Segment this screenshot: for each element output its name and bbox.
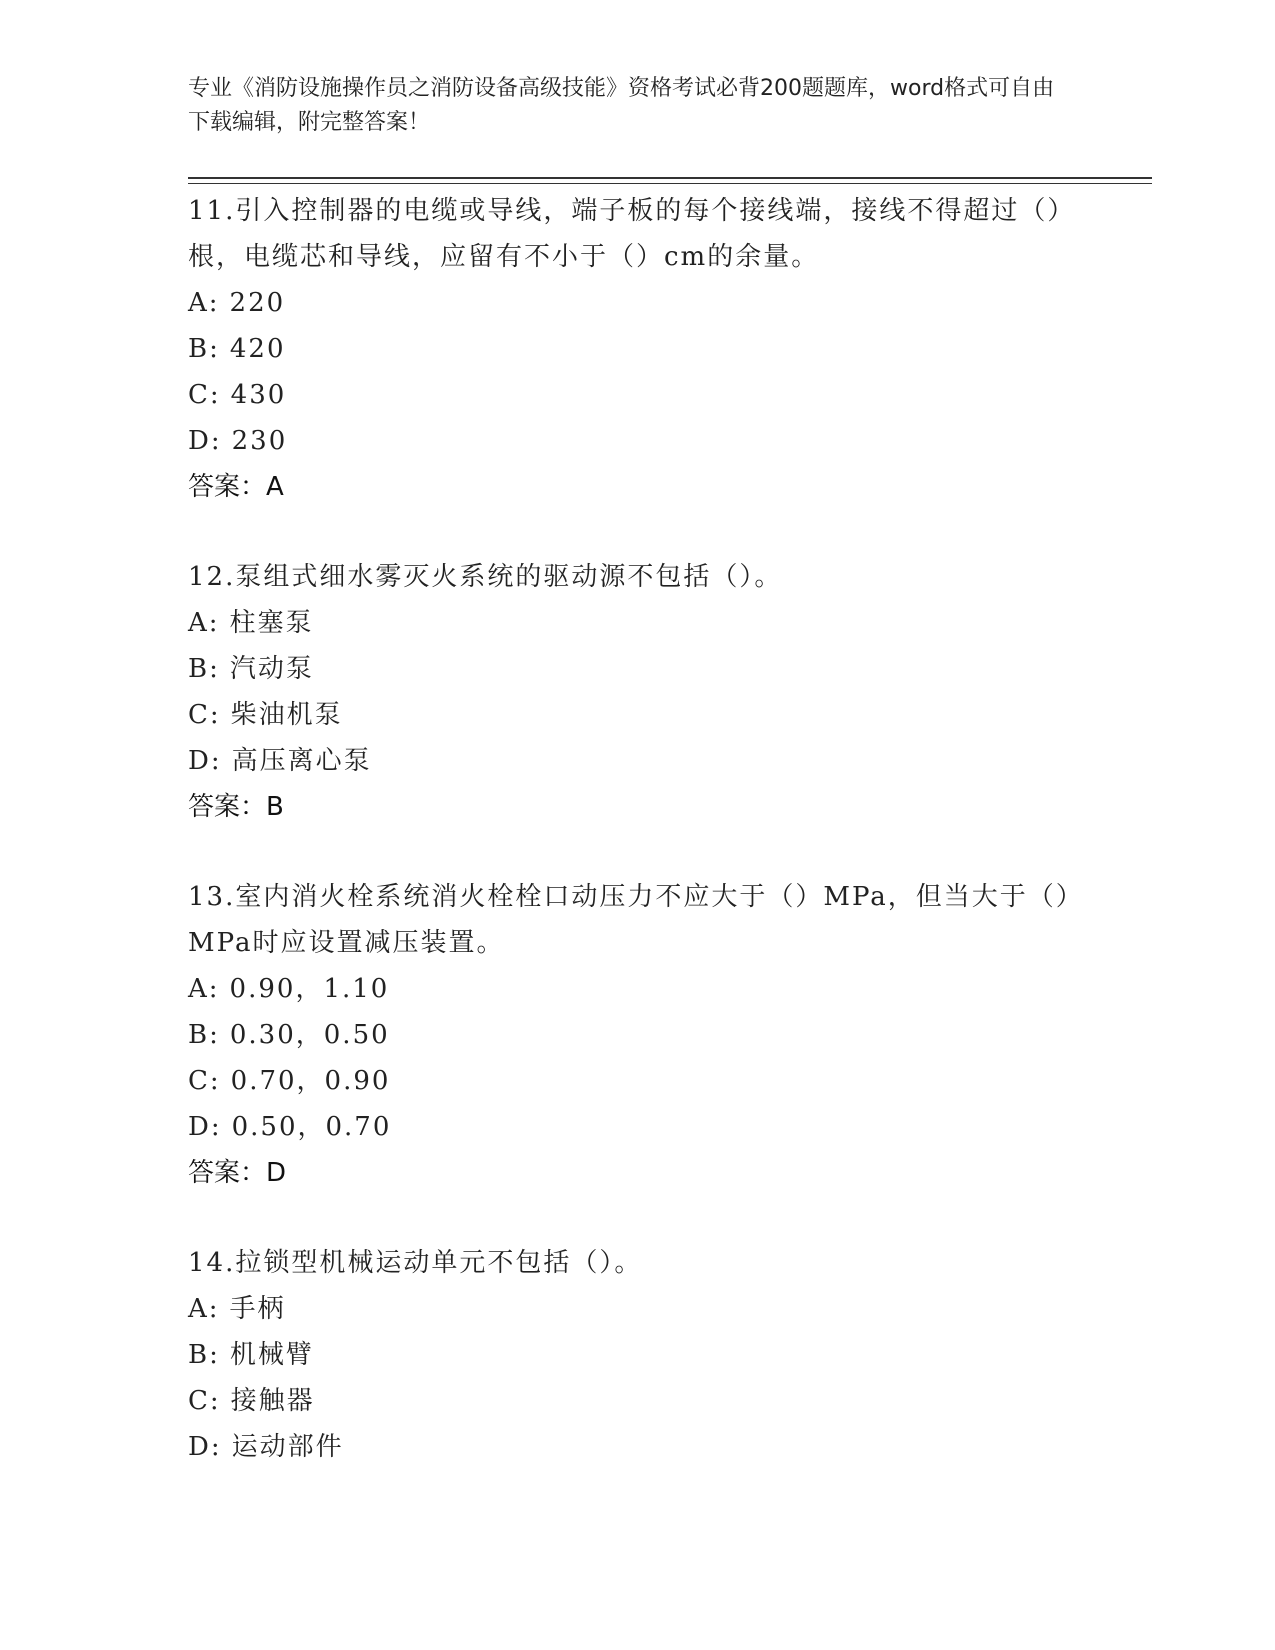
question-stem: 13.室内消火栓系统消火栓栓口动压力不应大于（）MPa，但当大于（）MPa时应设置减压装置。 <box>188 882 1071 958</box>
option-text: 430 <box>230 380 287 410</box>
option-key: C: <box>188 380 221 410</box>
option-d <box>188 418 1088 464</box>
option-text: 220 <box>229 288 286 318</box>
option-key: D: <box>188 426 222 456</box>
option-c <box>188 1058 1088 1104</box>
option-text: 汽动泵 <box>229 654 314 684</box>
option-key: C: <box>188 1386 221 1416</box>
option-key: C: <box>188 700 221 730</box>
option-key: B: <box>188 334 220 364</box>
option-key: B: <box>188 1340 220 1370</box>
option-text: 接触器 <box>230 1386 315 1416</box>
question-stem: 14.拉锁型机械运动单元不包括（）。 <box>188 1248 643 1278</box>
option-b <box>188 646 1088 692</box>
option-key: D: <box>188 746 222 776</box>
option-key: B: <box>188 654 220 684</box>
option-key: A: <box>188 608 220 638</box>
option-d <box>188 1424 1088 1470</box>
answer: 答案：B <box>188 792 284 822</box>
option-key: A: <box>188 288 220 318</box>
option-text: 0.70，0.90 <box>230 1066 391 1096</box>
option-a <box>188 1286 1088 1332</box>
question-14 <box>188 1240 1088 1470</box>
option-key: B: <box>188 1020 220 1050</box>
option-key: D: <box>188 1112 222 1142</box>
header-divider-thick <box>188 177 1152 179</box>
option-c <box>188 372 1088 418</box>
question-stem: 11.引入控制器的电缆或导线，端子板的每个接线端，接线不得超过（）根，电缆芯和导线，应留有不小于（）cm的余量。 <box>188 196 1076 272</box>
option-b <box>188 1332 1088 1378</box>
option-d <box>188 1104 1088 1150</box>
option-text: 运动部件 <box>231 1432 344 1462</box>
option-c <box>188 1378 1088 1424</box>
document-header: 专业《消防设施操作员之消防设备高级技能》资格考试必背200题题库，word格式可自由下载编辑，附完整答案！ <box>188 76 1055 135</box>
option-text: 手柄 <box>229 1294 286 1324</box>
option-text: 柴油机泵 <box>230 700 343 730</box>
option-a <box>188 280 1088 326</box>
option-text: 420 <box>229 334 286 364</box>
option-a <box>188 966 1088 1012</box>
question-11 <box>188 188 1088 510</box>
option-text: 高压离心泵 <box>231 746 372 776</box>
option-text: 0.50，0.70 <box>231 1112 392 1142</box>
option-b <box>188 1012 1088 1058</box>
option-text: 230 <box>231 426 288 456</box>
option-b <box>188 326 1088 372</box>
option-text: 0.30，0.50 <box>229 1020 390 1050</box>
question-12 <box>188 554 1088 830</box>
question-13 <box>188 874 1088 1196</box>
option-key: C: <box>188 1066 221 1096</box>
option-key: D: <box>188 1432 222 1462</box>
question-stem: 12.泵组式细水雾灭火系统的驱动源不包括（）。 <box>188 562 783 592</box>
header-divider-thin <box>188 183 1152 184</box>
option-text: 柱塞泵 <box>229 608 314 638</box>
option-d <box>188 738 1088 784</box>
option-text: 机械臂 <box>229 1340 314 1370</box>
answer: 答案：D <box>188 1158 287 1188</box>
answer: 答案：A <box>188 472 284 502</box>
option-a <box>188 600 1088 646</box>
question-list <box>188 188 1088 1514</box>
option-key: A: <box>188 1294 220 1324</box>
option-key: A: <box>188 974 220 1004</box>
option-c <box>188 692 1088 738</box>
option-text: 0.90，1.10 <box>229 974 390 1004</box>
